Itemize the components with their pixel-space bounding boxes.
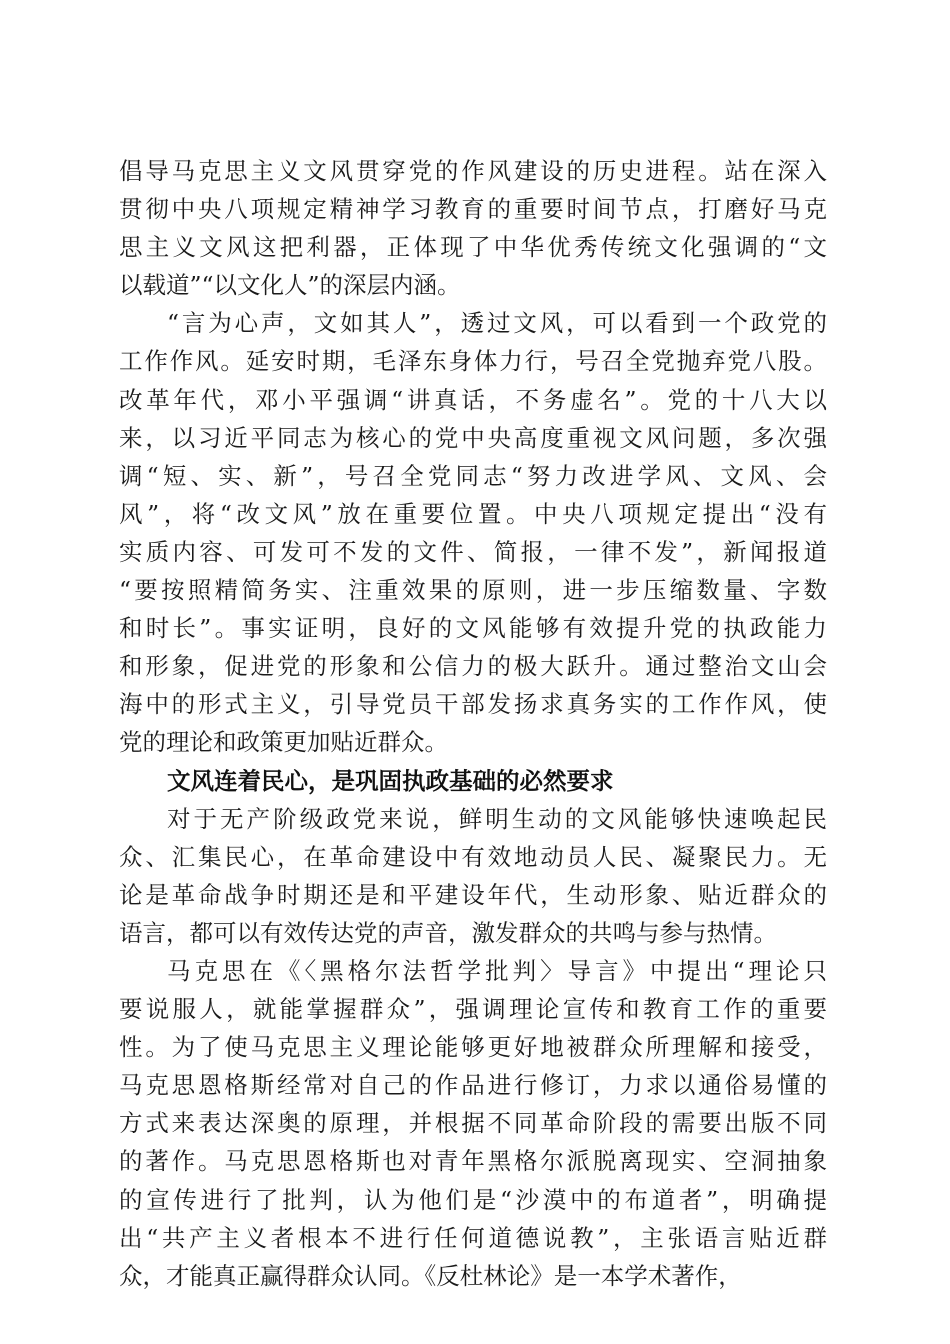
text-line: 海中的形式主义，引导党员干部发扬求真务实的工作作风，使 <box>119 690 827 719</box>
text-line: 党的理论和政策更加贴近群众。 <box>119 728 448 757</box>
text-line: 来，以习近平同志为核心的党中央高度重视文风问题，多次强 <box>119 423 827 452</box>
text-line: 性。为了使马克思主义理论能够更好地被群众所理解和接受， <box>119 1033 827 1062</box>
section-heading: 文风连着民心，是巩固执政基础的必然要求 <box>167 766 614 795</box>
text-line: 和形象，促进党的形象和公信力的极大跃升。通过整治文山会 <box>119 652 827 681</box>
paragraph-p1 <box>119 152 827 304</box>
text-line: 众、汇集民心，在革命建设中有效地动员人民、凝聚民力。无 <box>119 842 827 871</box>
body-text <box>119 152 827 1295</box>
text-line: 改革年代，邓小平强调“讲真话，不务虚名”。党的十八大以 <box>119 385 827 414</box>
text-line: 贯彻中央八项规定精神学习教育的重要时间节点，打磨好马克 <box>119 195 827 224</box>
text-line: 的宣传进行了批判，认为他们是“沙漠中的布道者”，明确提 <box>119 1185 827 1214</box>
text-line: 调“短、实、新”，号召全党同志“努力改进学风、文风、会 <box>119 461 827 490</box>
text-line: 实质内容、可发可不发的文件、简报，一律不发”，新闻报道 <box>119 537 827 566</box>
text-line: 语言，都可以有效传达党的声音，激发群众的共鸣与参与热情。 <box>119 918 777 947</box>
text-line: 以载道”“以文化人”的深层内涵。 <box>119 271 461 300</box>
text-line: 马克思在《〈黑格尔法哲学批判〉导言》中提出“理论只 <box>167 956 827 985</box>
text-line: 工作作风。延安时期，毛泽东身体力行，号召全党抛弃党八股。 <box>119 347 827 376</box>
text-line: “言为心声，文如其人”，透过文风，可以看到一个政党的 <box>167 309 827 338</box>
text-line: 风”，将“改文风”放在重要位置。中央八项规定提出“没有 <box>119 499 827 528</box>
text-line: 方式来表达深奥的原理，并根据不同革命阶段的需要出版不同 <box>119 1109 827 1138</box>
paragraph-p4 <box>119 952 827 1295</box>
paragraph-p2 <box>119 304 827 761</box>
text-line: 要说服人，就能掌握群众”，强调理论宣传和教育工作的重要 <box>119 995 827 1024</box>
paragraph-p3 <box>119 800 827 952</box>
text-line: 的著作。马克思恩格斯也对青年黑格尔派脱离现实、空洞抽象 <box>119 1147 827 1176</box>
text-line: 和时长”。事实证明，良好的文风能够有效提升党的执政能力 <box>119 614 827 643</box>
text-line: 对于无产阶级政党来说，鲜明生动的文风能够快速唤起民 <box>167 804 827 833</box>
text-line: “要按照精简务实、注重效果的原则，进一步压缩数量、字数 <box>119 576 827 605</box>
text-line: 马克思恩格斯经常对自己的作品进行修订，力求以通俗易懂的 <box>119 1071 827 1100</box>
text-line: 出“共产主义者根本不进行任何道德说教”，主张语言贴近群 <box>119 1223 827 1252</box>
text-line: 众，才能真正赢得群众认同。《反杜林论》是一本学术著作， <box>119 1261 742 1290</box>
text-line: 思主义文风这把利器，正体现了中华优秀传统文化强调的“文 <box>119 233 827 262</box>
text-line: 倡导马克思主义文风贯穿党的作风建设的历史进程。站在深入 <box>119 157 827 185</box>
text-line: 论是革命战争时期还是和平建设年代，生动形象、贴近群众的 <box>119 880 827 909</box>
